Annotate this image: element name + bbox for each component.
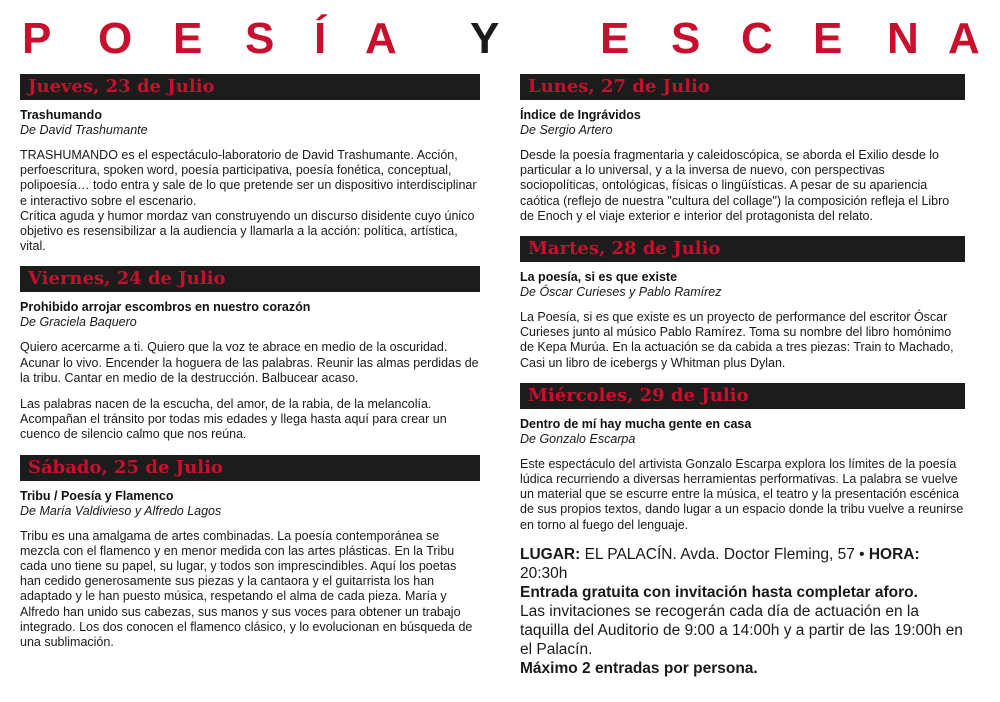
day-header: Martes, 28 de Julio	[520, 236, 965, 262]
event-section	[20, 266, 480, 442]
show-title: Índice de Ingrávidos	[520, 108, 641, 122]
show-description: Desde la poesía fragmentaria y caleidoscópica, se aborda el Exilio desde lo particular a lo universal, y a la inversa de nuevo, con perspectivas sociopolíticas, ontológicas, físicas o lingüísticas. A pesar de su apariencia caótica (reflejo de nuestra "cultura del collage") la composición refleja el Libro de Enoch y el viaje exterior e interior del protagonista del relato.	[520, 148, 950, 223]
title-letter: Y	[470, 14, 500, 63]
show-author: De Óscar Curieses y Pablo Ramírez	[520, 285, 722, 300]
day-header: Sábado, 25 de Julio	[20, 455, 480, 481]
day-header: Viernes, 24 de Julio	[20, 266, 480, 292]
title-letter: O	[98, 14, 133, 63]
show-title: Prohibido arrojar escombros en nuestro corazón	[20, 300, 311, 315]
title-letter: N	[887, 14, 919, 63]
title-letter: E	[600, 14, 630, 63]
venue-info	[520, 545, 965, 678]
show-title: Trashumando	[20, 108, 102, 122]
hora-label: HORA:	[868, 545, 920, 563]
show-title: La poesía, si es que existe	[520, 270, 678, 285]
event-section	[20, 74, 480, 254]
title-letter: P	[22, 14, 52, 63]
show-title: Dentro de mí hay mucha gente en casa	[520, 416, 752, 431]
show-author: De Graciela Baquero	[20, 315, 137, 330]
left-column	[20, 74, 480, 662]
free-entry-note: Entrada gratuita con invitación hasta completar aforo.	[520, 583, 918, 601]
title-letter: C	[741, 14, 773, 63]
event-section	[520, 74, 965, 224]
show-author: De María Valdivieso y Alfredo Lagos	[20, 503, 222, 518]
max-tickets-note: Máximo 2 entradas por persona.	[520, 659, 758, 677]
invitations-note: Las invitaciones se recogerán cada día de actuación en la taquilla del Auditorio de 9:00 a 14:00h y a partir de las 19:00h en el Palacín.	[520, 602, 963, 658]
right-column	[520, 74, 965, 678]
show-description: Tribu es una amalgama de artes combinadas. La poesía contemporánea se mezcla con el flamenco y en menor medida con las artes plásticas. En la Tribu cada uno tiene su papel, su lugar, y todos son imprescindibles. Aquí los poetas han cedido generosamente sus piezas y la cantaora y el guitarrista los han adaptado y le han puesto música, respetando el alma de cada pieza. María y Alfredo han unido sus cabezas, sus manos y sus voces para obtener un trabajo integrado. Los dos conocen el flamenco clásico, y lo evolucionan en búsqueda de una sublimación.	[20, 528, 473, 650]
title-letter: E	[173, 14, 203, 63]
event-section	[20, 455, 480, 651]
show-description: TRASHUMANDO es el espectáculo-laboratorio de David Trashumante. Acción, perfoescritura, spoken word, poesía participativa, poesía fonética, conceptual, polipoesía… todo entra y sale de lo que pretende ser un dispositivo interdisciplinar e interactivo sobre el escenario. Crítica aguda y humor mordaz van construyendo un discurso disidente cuyo único objetivo es resensibilizar a la audiencia y llamarla a la acción: política, artística, vital.	[20, 148, 477, 254]
event-section	[520, 236, 965, 371]
title-letter: Í	[314, 14, 327, 63]
day-header: Jueves, 23 de Julio	[20, 74, 480, 100]
day-header: Miércoles, 29 de Julio	[520, 383, 965, 409]
venue-line	[520, 545, 965, 583]
show-description: Quiero acercarme a ti. Quiero que la voz te abrace en medio de la oscuridad. Acunar lo vivo. Encender la hoguera de las palabras. Reunir las almas perdidas de la tribu. Cantar en medio de la destrucción. Balbucear acaso.	[20, 340, 479, 385]
lugar-value: EL PALACÍN. Avda. Doctor Fleming, 57 •	[580, 545, 869, 563]
title-letter: A	[948, 14, 980, 63]
poster-title	[0, 14, 1000, 64]
hora-value: 20:30h	[520, 564, 568, 582]
lugar-label: LUGAR:	[520, 545, 581, 563]
show-title: Tribu / Poesía y Flamenco	[20, 488, 174, 503]
show-description: La Poesía, si es que existe es un proyecto de performance del escritor Óscar Curieses junto al músico Pablo Ramírez. Toma su nombre del libro homónimo de Kepa Murúa. En la actuación se da cabida a tres piezas: Train to Machado, Casi un libro de icebergs y Whitman plus Dylan.	[520, 310, 954, 370]
show-author: De Gonzalo Escarpa	[520, 431, 636, 446]
show-author: De Sergio Artero	[520, 123, 613, 137]
event-section	[520, 383, 965, 533]
title-letter: S	[671, 14, 701, 63]
show-author: De David Trashumante	[20, 123, 148, 137]
day-header: Lunes, 27 de Julio	[520, 74, 965, 100]
title-letter: S	[245, 14, 275, 63]
show-description: Las palabras nacen de la escucha, del amor, de la rabia, de la melancolía. Acompañan el tránsito por todas mis edades y llega hasta aquí para crear un cuenco de silencio calmo que nos reúna.	[20, 397, 447, 442]
title-letter: A	[365, 14, 397, 63]
title-letter: E	[813, 14, 843, 63]
show-description: Este espectáculo del artivista Gonzalo Escarpa explora los límites de la poesía lúdica recurriendo a diversas herramientas performativas. La palabra se vuelve un material que se escurre entre la música, el teatro y la presentación escénica de sus propios textos, dando lugar a un espacio donde la tribu vuelve a reunirse en torno al fuego del lenguaje.	[520, 456, 964, 532]
